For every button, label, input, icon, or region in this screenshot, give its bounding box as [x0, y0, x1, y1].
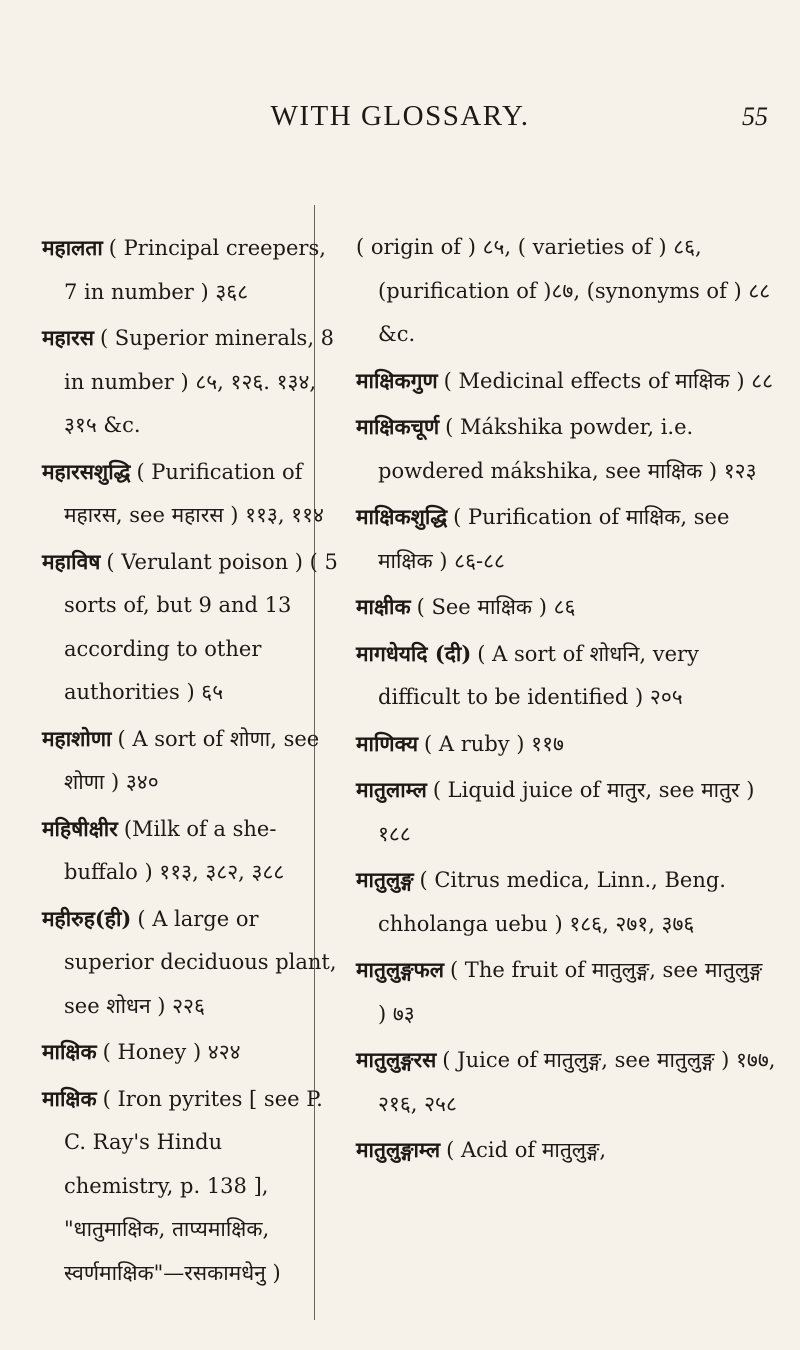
page-number: 55: [742, 102, 768, 131]
entry-headword: मागधेयदि (दी): [356, 640, 472, 666]
entry-text: ( Verulant poison ) ( 5 sorts of, but 9 and 13 according to other authorities ) ६५: [64, 549, 338, 704]
entry-body: [356, 359, 776, 404]
entry-headword: माक्षिकशुद्धि: [356, 504, 448, 529]
entry-text: ( Medicinal effects of माक्षिक ) ८८: [443, 368, 774, 393]
entry-headword: माणिक्य: [356, 730, 419, 756]
entry-body: [42, 1077, 338, 1296]
entry-text: ( Honey ) ४२४: [102, 1040, 241, 1064]
entry-headword: माक्षिक: [42, 1039, 97, 1064]
entry-headword: महारसशुद्धि: [42, 458, 131, 484]
glossary-entry: [42, 540, 338, 715]
glossary-entry: [42, 226, 338, 314]
glossary-entry: [356, 722, 776, 767]
glossary-entry: [356, 585, 776, 630]
entry-text: ( Purification of महारस, see महारस ) ११३, ११४: [64, 459, 324, 527]
entry-body: [42, 1030, 338, 1075]
entry-text: ( Acid of मातुलुङ्ग,: [446, 1138, 607, 1162]
entry-text: ( origin of ) ८५, ( varieties of ) ८६, (purification of )८७, (synonyms of ) ८८ &c.: [356, 235, 771, 346]
entry-headword: मातुलुङ्गरस: [356, 1047, 437, 1072]
glossary-entry: [42, 1077, 338, 1296]
entry-text: ( Liquid juice of मातुर, see मातुर ) १८८: [378, 778, 755, 846]
entry-text: ( Principal creepers, 7 in number ) ३६८: [64, 236, 326, 304]
right-column: [356, 226, 776, 1175]
entry-headword: महालता: [42, 235, 103, 260]
entry-text: ( Iron pyrites [ see P. C. Ray's Hindu chemistry, p. 138 ], "धातुमाक्षिक, ताप्यमाक्षिक, स्वर्णमाक्षिक"—रसकामधेनु ): [64, 1086, 323, 1285]
entry-headword: माक्षिक: [42, 1085, 97, 1111]
entry-text: ( A sort of शोणा, see शोणा ) ३४०: [64, 726, 320, 794]
glossary-entry: [356, 632, 776, 720]
glossary-entry: [356, 858, 776, 946]
glossary-entry: [356, 359, 776, 404]
entry-headword: महिषीक्षीर: [42, 815, 118, 841]
entry-body: [356, 405, 776, 493]
entry-body: [356, 1128, 776, 1173]
glossary-entry: [356, 405, 776, 493]
entry-headword: मातुलुङ्गाम्ल: [356, 1137, 441, 1162]
entry-text: ( Purification of माक्षिक, see माक्षिक ) ८६-८८: [378, 505, 730, 573]
entry-text: (Milk of a she-buffalo ) ११३, ३८२, ३८८: [64, 816, 285, 884]
entry-body: [42, 540, 338, 715]
entry-headword: महाविष: [42, 548, 101, 574]
glossary-entry: [42, 717, 338, 805]
entry-text: ( Mákshika powder, i.e. powdered mákshika, see माक्षिक ) १२३: [378, 415, 757, 483]
entry-text: ( See माक्षिक ) ८६: [416, 595, 576, 619]
entry-body: [42, 450, 338, 538]
entry-headword: मातुलाम्ल: [356, 777, 427, 802]
entry-body: [356, 226, 776, 357]
page-header: [0, 100, 800, 140]
entry-text: ( A large or superior deciduous plant, see शोधन ) २२६: [64, 906, 337, 1018]
entry-body: [42, 897, 338, 1029]
entry-body: [356, 722, 776, 767]
glossary-entry: [356, 948, 776, 1036]
entry-text: ( Citrus medica, Linn., Beng. chholanga uebu ) १८६, २७१, ३७६: [378, 868, 726, 936]
entry-body: [42, 807, 338, 895]
left-column: [42, 226, 338, 1297]
entry-text: ( The fruit of मातुलुङ्ग, see मातुलुङ्ग ) ७३: [378, 958, 763, 1026]
entry-headword: माक्षीक: [356, 594, 411, 619]
entry-headword: महाशोणा: [42, 725, 112, 751]
entry-headword: माक्षिकचूर्ण: [356, 414, 440, 439]
glossary-entry: [42, 450, 338, 538]
entry-body: [356, 632, 776, 720]
entry-body: [42, 316, 338, 448]
glossary-entry: [42, 1030, 338, 1075]
glossary-entry: [356, 495, 776, 583]
glossary-entry: [356, 1038, 776, 1126]
glossary-entry: [356, 1128, 776, 1173]
entry-headword: माक्षिकगुण: [356, 367, 438, 393]
entry-body: [356, 585, 776, 630]
entry-body: [356, 1038, 776, 1126]
entry-headword: मातुलुङ्गफल: [356, 957, 444, 982]
glossary-entry: [356, 226, 776, 357]
entry-text: ( Superior minerals, 8 in number ) ८५, १२६. १३४, ३१५ &c.: [64, 326, 335, 437]
entry-body: [356, 948, 776, 1036]
entry-text: ( A sort of शोधनि, very difficult to be identified ) २०५: [378, 641, 699, 709]
entry-text: ( Juice of मातुलुङ्ग, see मातुलुङ्ग ) १७७, २१६, २५८: [378, 1048, 776, 1116]
glossary-entry: [42, 316, 338, 448]
running-head: WITH GLOSSARY.: [270, 100, 530, 132]
glossary-entry: [42, 807, 338, 895]
entry-body: [356, 495, 776, 583]
entry-headword: महारस: [42, 325, 94, 350]
entry-body: [356, 858, 776, 946]
entry-headword: मातुलुङ्ग: [356, 867, 414, 892]
entry-body: [42, 717, 338, 805]
entry-headword: महीरुह(ही): [42, 905, 132, 931]
entry-body: [356, 768, 776, 856]
entry-text: ( A ruby ) ११७: [424, 731, 564, 756]
glossary-entry: [42, 897, 338, 1029]
glossary-entry: [356, 768, 776, 856]
entry-body: [42, 226, 338, 314]
